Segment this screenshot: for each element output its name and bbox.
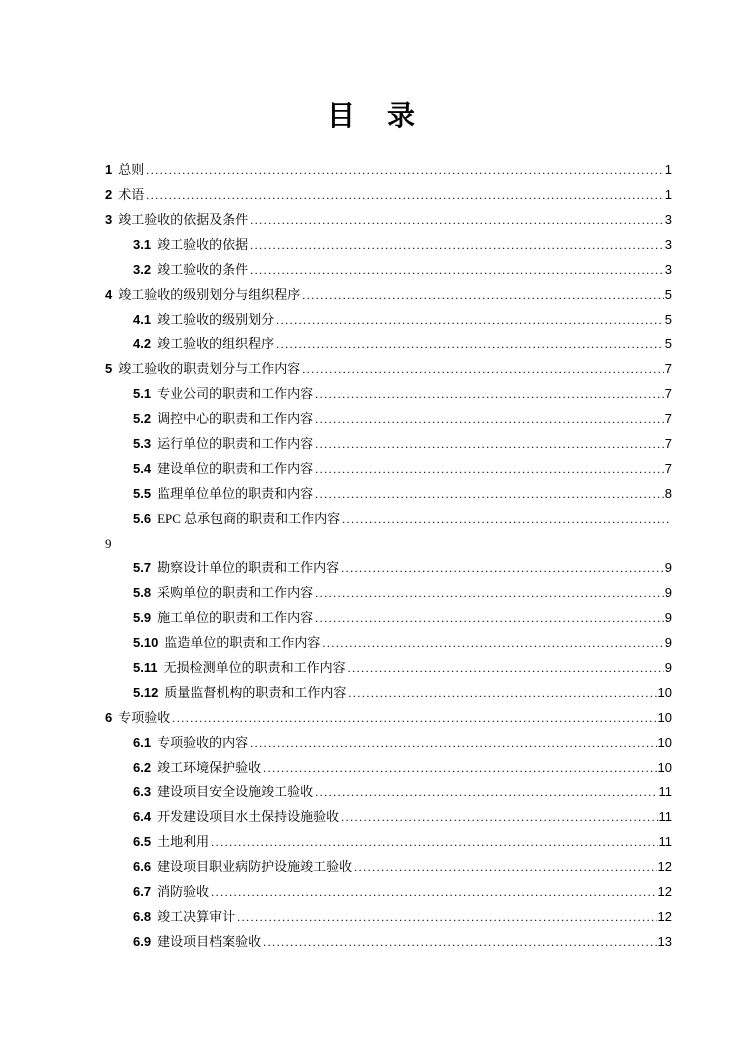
toc-leader-dots [250, 731, 656, 756]
toc-entry-page: 10 [657, 734, 672, 750]
toc-entry[interactable] [105, 507, 672, 532]
toc-entry[interactable] [105, 183, 672, 208]
toc-entry-number: 6.8 [133, 908, 152, 924]
toc-entry-number: 2 [105, 187, 113, 203]
toc-entry-title: 竣工验收的级别划分与组织程序 [118, 286, 301, 302]
toc-entry[interactable] [105, 208, 672, 233]
toc-entry-page: 9 [664, 585, 672, 601]
toc-entry-number: 6.1 [133, 734, 152, 750]
toc-entry-page: 9 [664, 610, 672, 626]
toc-entry-page: 7 [664, 386, 672, 402]
toc-entry-title: 建设项目档案验收 [157, 933, 262, 949]
toc-entry-page: 12 [657, 859, 672, 875]
toc-entry-number: 6.5 [133, 834, 152, 850]
toc-entry-page: 9 [664, 560, 672, 576]
toc-leader-dots [354, 855, 656, 880]
toc-entry[interactable] [105, 532, 672, 557]
toc-leader-dots [250, 233, 664, 258]
toc-leader-dots [211, 880, 656, 905]
toc-entry-title: 竣工验收的级别划分 [157, 311, 275, 327]
toc-entry-page: 5 [664, 286, 672, 302]
toc-leader-dots [146, 158, 664, 183]
toc-entry-page: 12 [657, 884, 672, 900]
toc-entry-number: 5.1 [133, 386, 152, 402]
toc-entry-page: 1 [664, 187, 672, 203]
table-of-contents [105, 158, 672, 955]
toc-entry-title: 建设项目职业病防护设施竣工验收 [157, 859, 353, 875]
toc-entry-number: 5.4 [133, 460, 152, 476]
toc-entry-page: 10 [657, 684, 672, 700]
toc-entry[interactable] [105, 905, 672, 930]
toc-entry[interactable] [105, 656, 672, 681]
toc-leader-dots [250, 208, 664, 233]
toc-entry-title: EPC 总承包商的职责和工作内容 [157, 510, 341, 526]
toc-entry-title: 建设项目安全设施竣工验收 [157, 784, 314, 800]
toc-entry[interactable] [105, 880, 672, 905]
toc-entry-page: 1 [664, 162, 672, 178]
toc-entry-number: 4 [105, 286, 113, 302]
toc-entry[interactable] [105, 855, 672, 880]
toc-entry-title: 专项验收的内容 [157, 734, 249, 750]
toc-leader-dots [250, 258, 664, 283]
toc-entry[interactable] [105, 382, 672, 407]
toc-leader-dots [172, 706, 656, 731]
toc-leader-dots [342, 507, 671, 532]
toc-entry-number: 3.2 [133, 261, 152, 277]
toc-leader-dots [315, 606, 664, 631]
toc-entry[interactable] [105, 756, 672, 781]
page-title: 目 录 [326, 101, 417, 132]
toc-entry-title: 土地利用 [157, 834, 210, 850]
toc-entry[interactable] [105, 706, 672, 731]
toc-leader-dots [302, 283, 664, 308]
toc-entry-number: 3.1 [133, 236, 152, 252]
toc-entry-page: 7 [664, 361, 672, 377]
toc-entry-page: 9 [664, 635, 672, 651]
toc-entry-page: 11 [658, 784, 672, 800]
toc-entry[interactable] [105, 158, 672, 183]
toc-leader-dots [315, 457, 664, 482]
toc-entry-page: 7 [664, 460, 672, 476]
toc-entry[interactable] [105, 731, 672, 756]
toc-entry-title: 竣工决算审计 [157, 908, 236, 924]
toc-entry[interactable] [105, 233, 672, 258]
toc-entry-page: 11 [658, 809, 672, 825]
toc-entry-number: 5.3 [133, 435, 152, 451]
toc-leader-dots [263, 756, 656, 781]
toc-entry[interactable] [105, 407, 672, 432]
toc-entry-number: 3 [105, 211, 113, 227]
toc-entry-number: 5.6 [133, 510, 152, 526]
toc-entry[interactable] [105, 357, 672, 382]
toc-entry-page: 7 [664, 411, 672, 427]
toc-entry-number: 5.12 [133, 684, 159, 700]
toc-entry-number: 6.3 [133, 784, 152, 800]
toc-entry-title: 监造单位的职责和工作内容 [164, 635, 321, 651]
toc-entry[interactable] [105, 581, 672, 606]
toc-leader-dots [302, 357, 664, 382]
toc-entry[interactable] [105, 308, 672, 333]
toc-entry-title: 质量监督机构的职责和工作内容 [164, 684, 347, 700]
toc-entry-title: 9 [105, 535, 112, 551]
toc-entry-page: 10 [657, 709, 672, 725]
toc-leader-dots [315, 432, 664, 457]
toc-entry-title: 总则 [118, 162, 145, 178]
toc-entry-number: 5.9 [133, 610, 152, 626]
toc-entry-title: 术语 [118, 187, 145, 203]
toc-entry-page: 7 [664, 435, 672, 451]
toc-entry-title: 建设单位的职责和工作内容 [157, 460, 314, 476]
toc-entry-number: 5.11 [133, 660, 158, 675]
toc-entry-page: 13 [657, 933, 672, 949]
toc-entry-title: 消防验收 [157, 884, 210, 900]
toc-leader-dots [341, 805, 657, 830]
toc-entry-number: 5.5 [133, 485, 152, 501]
toc-entry[interactable] [105, 482, 672, 507]
toc-entry-number: 6.9 [133, 933, 152, 949]
toc-leader-dots [315, 780, 657, 805]
toc-entry-title: 竣工验收的组织程序 [157, 336, 275, 352]
toc-leader-dots [263, 930, 656, 955]
toc-entry[interactable] [105, 830, 672, 855]
toc-leader-dots [211, 830, 657, 855]
toc-entry[interactable] [105, 332, 672, 357]
toc-entry[interactable] [105, 556, 672, 581]
toc-leader-dots [348, 656, 664, 681]
toc-entry-page: 12 [657, 908, 672, 924]
toc-entry-page: 3 [664, 261, 672, 277]
toc-entry-page: 10 [657, 759, 672, 775]
toc-entry-title: 竣工验收的依据及条件 [118, 211, 249, 227]
toc-entry[interactable] [105, 805, 672, 830]
toc-entry-title: 竣工验收的职责划分与工作内容 [118, 361, 301, 377]
toc-entry-number: 5.7 [133, 560, 152, 576]
toc-entry-title: 施工单位的职责和工作内容 [157, 610, 314, 626]
toc-leader-dots [276, 332, 664, 357]
toc-leader-dots [322, 631, 663, 656]
toc-entry-page: 3 [664, 211, 672, 227]
toc-leader-dots [237, 905, 656, 930]
toc-entry[interactable] [105, 258, 672, 283]
toc-entry-number: 6.4 [133, 809, 152, 825]
toc-entry-number: 5.10 [133, 635, 159, 651]
toc-entry[interactable] [105, 780, 672, 805]
toc-entry[interactable] [105, 606, 672, 631]
toc-entry-title: 监理单位单位的职责和内容 [157, 485, 314, 501]
toc-leader-dots [348, 681, 656, 706]
toc-entry-page: 3 [664, 236, 672, 252]
toc-entry-page: 11 [658, 834, 672, 850]
toc-entry[interactable] [105, 631, 672, 656]
toc-entry-title: 专业公司的职责和工作内容 [157, 386, 314, 402]
toc-entry-title: 竣工验收的依据 [157, 236, 249, 252]
toc-entry-number: 4.2 [133, 336, 152, 352]
toc-entry-title: 开发建设项目水土保持设施验收 [157, 809, 340, 825]
toc-entry[interactable] [105, 681, 672, 706]
toc-entry-page: 5 [664, 311, 672, 327]
toc-leader-dots [315, 581, 664, 606]
toc-entry-number: 6.6 [133, 859, 152, 875]
toc-entry-number: 4.1 [133, 311, 152, 327]
toc-entry-number: 5.8 [133, 585, 152, 601]
toc-leader-dots [315, 407, 664, 432]
toc-entry-title: 竣工环境保护验收 [157, 759, 262, 775]
toc-leader-dots [341, 556, 664, 581]
toc-entry[interactable] [105, 432, 672, 457]
toc-leader-dots [315, 382, 664, 407]
toc-leader-dots [315, 482, 664, 507]
toc-entry-title: 采购单位的职责和工作内容 [157, 585, 314, 601]
toc-entry-number: 5 [105, 361, 113, 377]
toc-entry-title: 竣工验收的条件 [157, 261, 249, 277]
toc-entry-title: 无损检测单位的职责和工作内容 [163, 660, 346, 675]
toc-entry-number: 5.2 [133, 411, 152, 427]
toc-leader-dots [146, 183, 664, 208]
toc-entry-number: 6 [105, 709, 113, 725]
toc-entry-title: 运行单位的职责和工作内容 [157, 435, 314, 451]
toc-entry-number: 6.2 [133, 759, 152, 775]
toc-entry-number: 1 [105, 162, 113, 178]
toc-entry-number: 6.7 [133, 884, 152, 900]
toc-entry-page: 5 [664, 336, 672, 352]
toc-leader-dots [276, 308, 664, 333]
toc-entry-title: 勘察设计单位的职责和工作内容 [157, 560, 340, 576]
toc-entry-page: 9 [664, 660, 672, 675]
toc-entry-title: 调控中心的职责和工作内容 [157, 411, 314, 427]
toc-entry[interactable] [105, 457, 672, 482]
toc-entry-title: 专项验收 [118, 709, 171, 725]
toc-entry[interactable] [105, 283, 672, 308]
toc-entry[interactable] [105, 930, 672, 955]
toc-entry-page: 8 [664, 485, 672, 501]
